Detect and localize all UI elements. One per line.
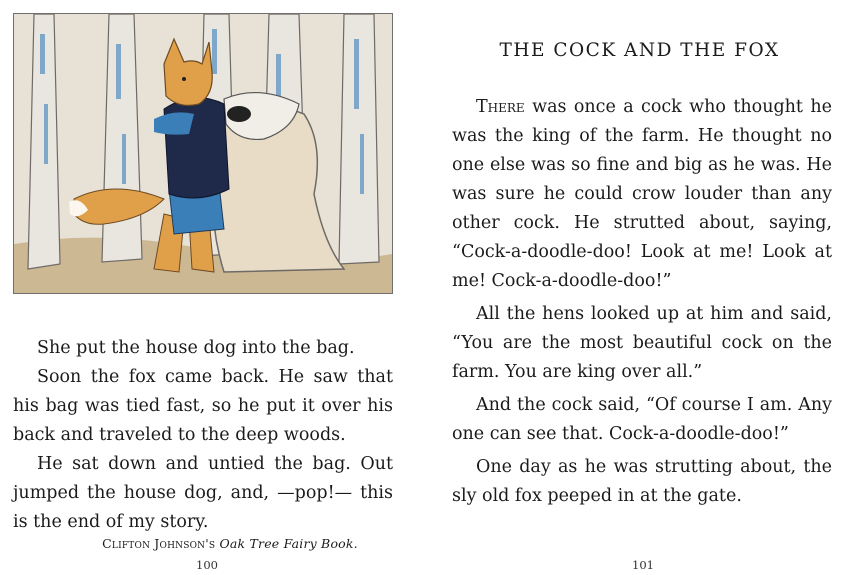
paragraph: And the cock said, “Of course I am. Any one can see that. Cock-a-doodle-doo!” bbox=[452, 395, 832, 444]
paragraph-text: was once a cock who thought he was the king of the farm. He thought no one else was so fine and big as he was. He was sure he could crow louder than any other cock. He strutted about, saying, “Cock-a-doodle-doo! Look at me! Look at me! Cock-a-doodle-doo!” bbox=[452, 97, 832, 291]
paragraph: He sat down and untied the bag. Out jumped the house dog, and, —pop!— this is the end of my story. bbox=[13, 454, 393, 532]
right-page-text bbox=[452, 93, 832, 515]
source-attribution bbox=[0, 536, 460, 551]
page-number: 100 bbox=[196, 558, 218, 572]
attribution-book: Oak Tree Fairy Book. bbox=[219, 536, 358, 551]
paragraph: Soon the fox came back. He saw that his bag was tied fast, so he put it over his back and traveled to the deep woods. bbox=[13, 367, 393, 445]
attribution-author: Clifton Johnson's bbox=[102, 536, 216, 551]
page-number: 101 bbox=[632, 558, 654, 572]
paragraph: All the hens looked up at him and said, “You are the most beautiful cock on the farm. You are king over all.” bbox=[452, 304, 832, 382]
right-page bbox=[436, 0, 843, 575]
fox-illustration-art bbox=[14, 14, 392, 293]
left-page bbox=[0, 0, 410, 575]
story-title: THE COCK AND THE FOX bbox=[499, 40, 780, 61]
paragraph: One day as he was strutting about, the sly old fox peeped in at the gate. bbox=[452, 457, 832, 506]
fox-and-sack-illustration bbox=[13, 13, 393, 294]
paragraph bbox=[452, 93, 832, 296]
paragraph: She put the house dog into the bag. bbox=[37, 338, 355, 358]
first-word: There bbox=[476, 97, 525, 117]
left-page-text bbox=[13, 334, 393, 537]
